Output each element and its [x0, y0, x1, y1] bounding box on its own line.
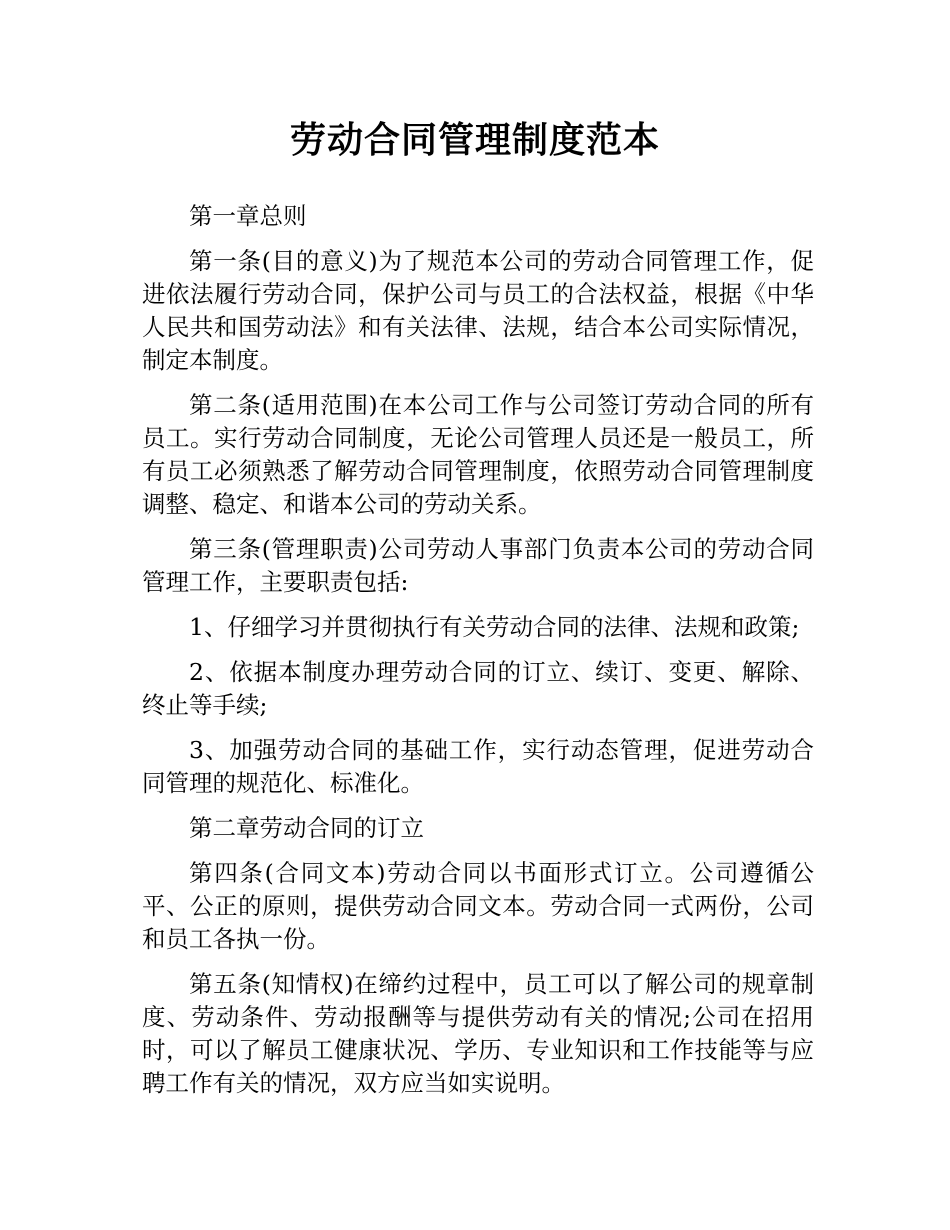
document-title: 劳动合同管理制度范本 — [289, 120, 660, 161]
responsibility-item-1: 1、仔细学习并贯彻执行有关劳动合同的法律、法规和政策; — [189, 613, 800, 641]
responsibility-item-3: 3、加强劳动合同的基础工作，实行动态管理，促进劳动合同管理的规范化、标准化。 — [142, 736, 814, 797]
chapter-heading-general: 第一章总则 — [189, 202, 307, 230]
article-4-contract-text: 第四条(合同文本)劳动合同以书面形式订立。公司遵循公平、公正的原则，提供劳动合同文本。劳动合同一式两份，公司和员工各执一份。 — [142, 859, 814, 953]
responsibility-item-2: 2、依据本制度办理劳动合同的订立、续订、变更、解除、终止等手续; — [142, 658, 814, 719]
chapter-heading-conclusion: 第二章劳动合同的订立 — [189, 814, 424, 842]
document-body — [142, 200, 814, 1112]
article-2-scope: 第二条(适用范围)在本公司工作与公司签订劳动合同的所有员工。实行劳动合同制度，无论公司管理人员还是一般员工，所有员工必须熟悉了解劳动合同管理制度，依照劳动合同管理制度调整、稳定、和谐本公司的劳动关系。 — [142, 391, 814, 518]
article-1-purpose: 第一条(目的意义)为了规范本公司的劳动合同管理工作，促进依法履行劳动合同，保护公司与员工的合法权益，根据《中华人民共和国劳动法》和有关法律、法规，结合本公司实际情况，制定本制度。 — [142, 247, 814, 374]
article-5-right-to-know: 第五条(知情权)在缔约过程中，员工可以了解公司的规章制度、劳动条件、劳动报酬等与提供劳动有关的情况;公司在招用时，可以了解员工健康状况、学历、专业知识和工作技能等与应聘工作有关的情况，双方应当如实说明。 — [142, 970, 814, 1097]
article-3-responsibilities: 第三条(管理职责)公司劳动人事部门负责本公司的劳动合同管理工作，主要职责包括: — [142, 535, 814, 596]
